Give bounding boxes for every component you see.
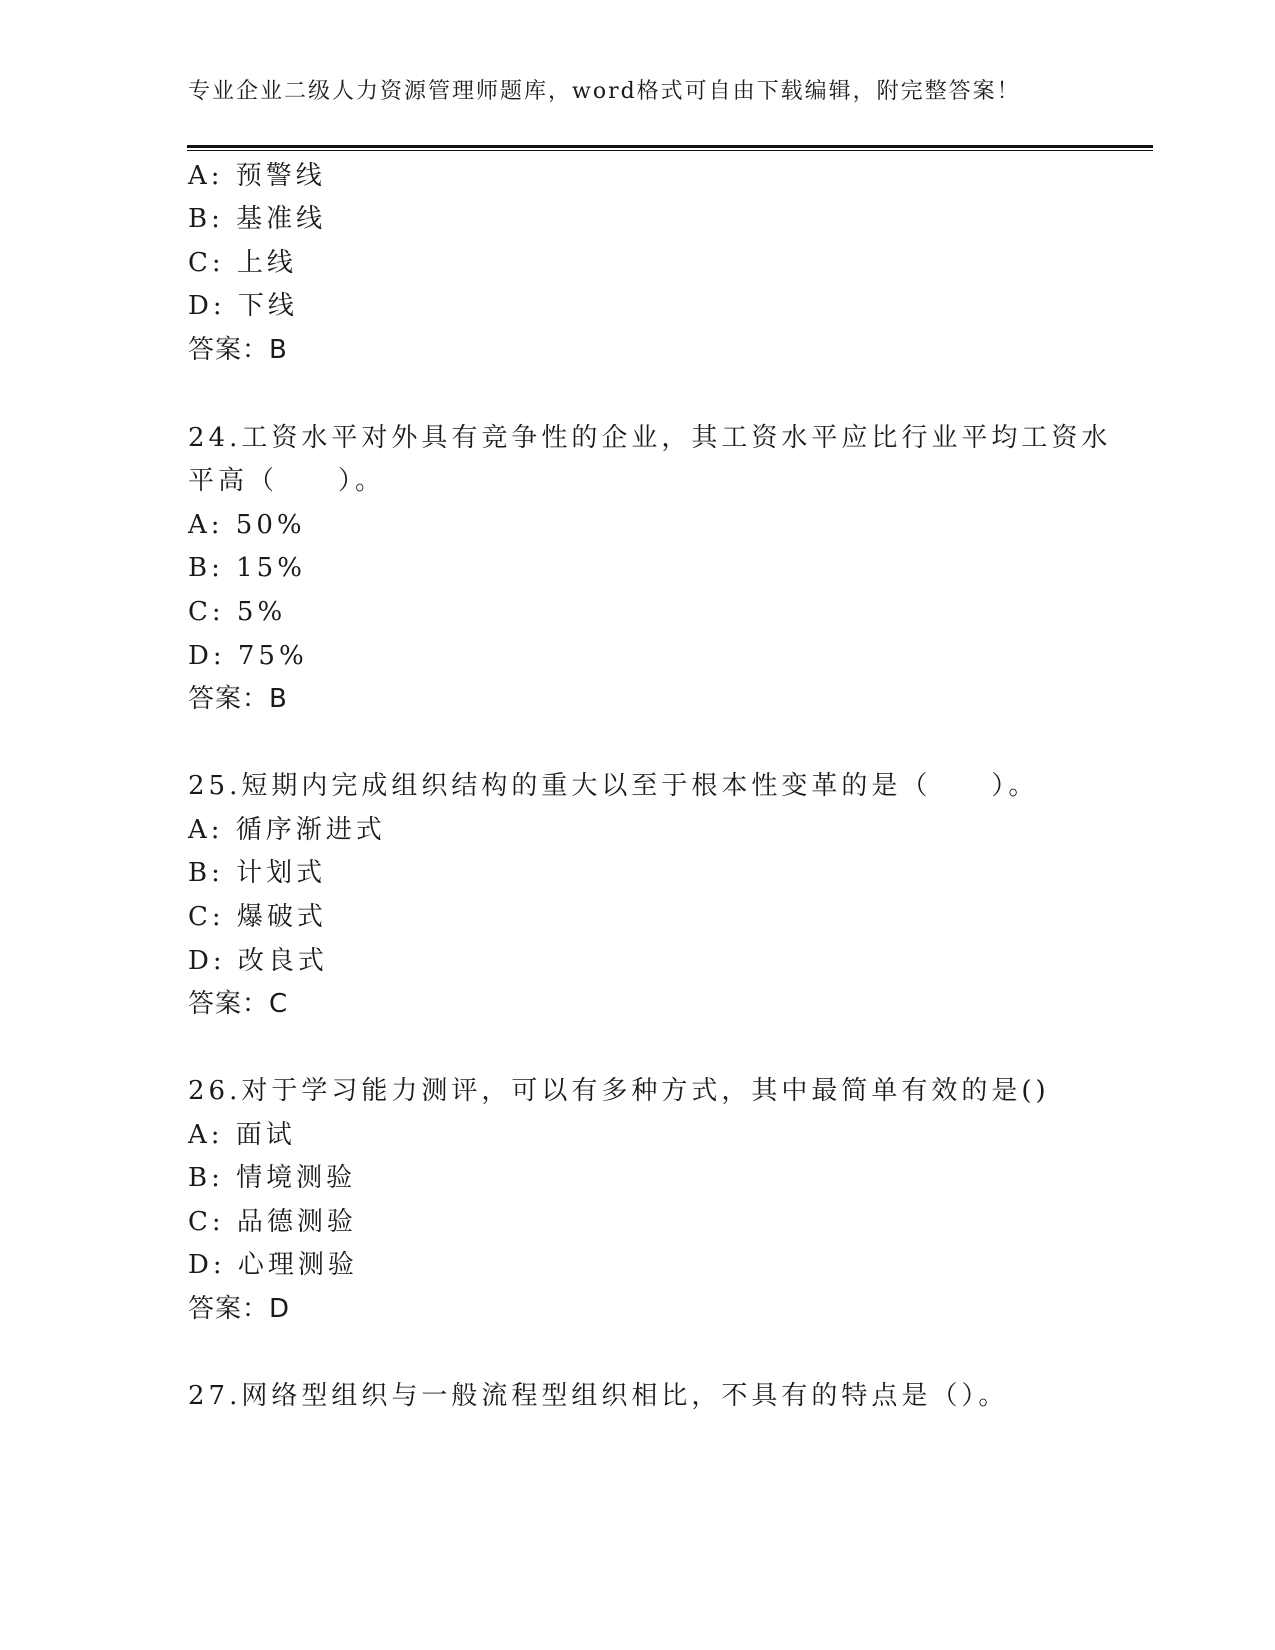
question-stem: 24.工资水平对外具有竞争性的企业，其工资水平应比行业平均工资水: [188, 423, 1112, 453]
answer-line: 答案：B: [188, 684, 288, 714]
option-line: A: 预警线: [188, 161, 326, 191]
option-line: B: 计划式: [188, 858, 327, 888]
question-stem: 27.网络型组织与一般流程型组织相比，不具有的特点是（）。: [188, 1381, 1009, 1411]
option-line: B: 基准线: [188, 204, 327, 234]
question-stem: 平高（ ）。: [188, 466, 386, 496]
option-line: D: 下线: [188, 291, 298, 321]
option-line: B: 情境测验: [188, 1163, 357, 1193]
option-line: C: 5%: [188, 597, 287, 627]
page-header: 专业企业二级人力资源管理师题库，word格式可自由下载编辑，附完整答案！: [188, 79, 1021, 104]
option-line: B: 15%: [188, 553, 306, 583]
option-line: A: 50%: [188, 510, 306, 540]
question-stem: 26.对于学习能力测评，可以有多种方式，其中最简单有效的是(): [188, 1076, 1050, 1106]
option-line: A: 循序渐进式: [188, 815, 386, 845]
option-line: C: 爆破式: [188, 902, 327, 932]
answer-line: 答案：B: [188, 335, 288, 365]
question-stem: 25.短期内完成组织结构的重大以至于根本性变革的是（ ）。: [188, 771, 1039, 801]
answer-line: 答案：D: [188, 1294, 291, 1324]
option-line: D: 75%: [188, 641, 308, 671]
header-rule-thick: [187, 145, 1153, 148]
header-rule-thin: [187, 150, 1153, 151]
option-line: D: 改良式: [188, 946, 328, 976]
option-line: C: 品德测验: [188, 1207, 357, 1237]
option-line: C: 上线: [188, 248, 297, 278]
option-line: D: 心理测验: [188, 1250, 358, 1280]
option-line: A: 面试: [188, 1120, 296, 1150]
answer-line: 答案：C: [188, 989, 289, 1019]
